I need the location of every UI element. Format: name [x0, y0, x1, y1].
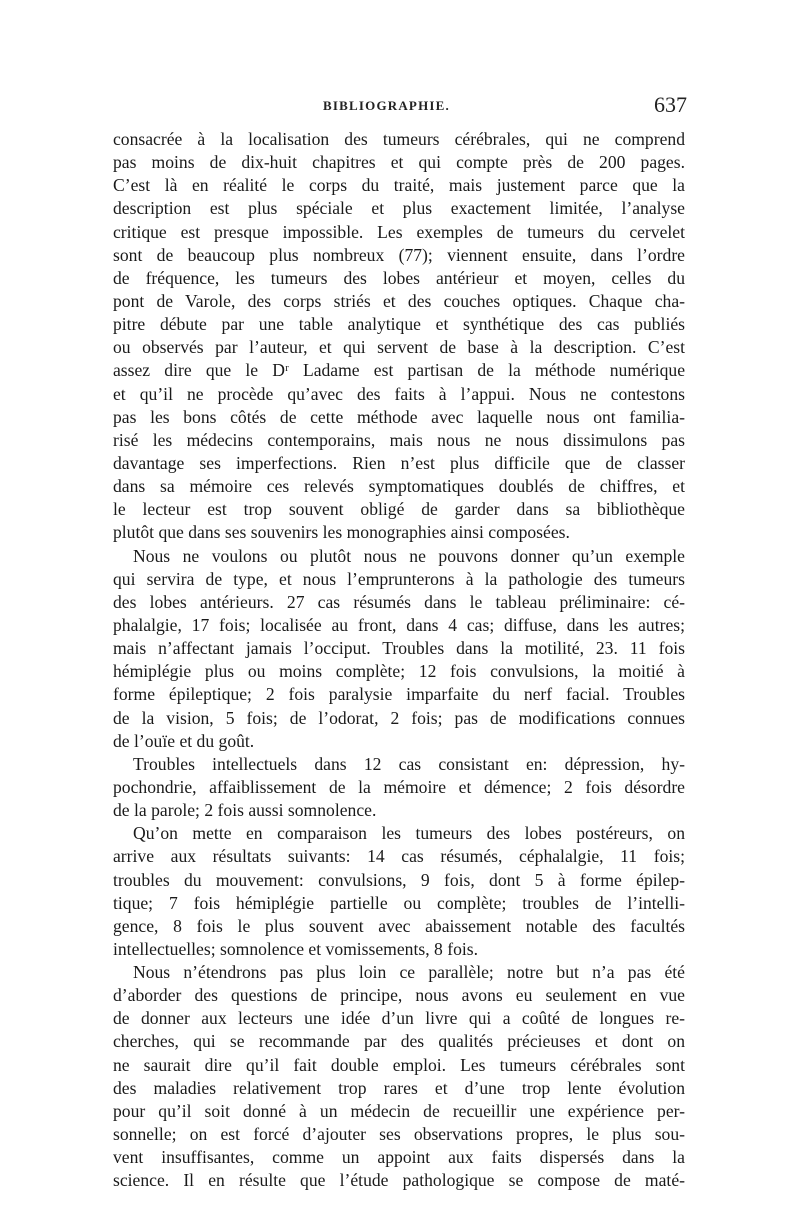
text-line: pochondrie, affaiblissement de la mémoire et démence; 2 fois désordre [113, 776, 685, 797]
text-line: pitre débute par une table analytique et synthétique des cas publiés [113, 314, 685, 335]
text-line: pour qu’il soit donné à un médecin de recueillir une expérience per- [113, 1100, 685, 1121]
text-line: davantage ses imperfections. Rien n’est plus difficile que de classer [113, 452, 685, 473]
text-line: forme épileptique; 2 fois paralysie imparfaite du nerf facial. Troubles [113, 684, 685, 705]
text-line: le lecteur est trop souvent obligé de garder dans sa bibliothèque [113, 499, 685, 520]
text-line: phalalgie, 17 fois; localisée au front, dans 4 cas; diffuse, dans les autres; [113, 614, 685, 635]
text-line: de la vision, 5 fois; de l’odorat, 2 fois; pas de modifications connues [113, 707, 685, 728]
text-line: ne saurait dire qu’il fait double emploi. Les tumeurs cérébrales sont [113, 1054, 685, 1075]
text-line: ou observés par l’auteur, et qui servent de base à la description. C’est [113, 337, 685, 358]
text-line: tique; 7 fois hémiplégie partielle ou complète; troubles de l’intelli- [113, 892, 685, 913]
text-line: troubles du mouvement: convulsions, 9 fois, dont 5 à forme épilep- [113, 869, 685, 890]
text-line: des lobes antérieurs. 27 cas résumés dans le tableau préliminaire: cé- [113, 591, 685, 612]
page-header [113, 92, 685, 128]
text-line: gence, 8 fois le plus souvent avec abaissement notable des facultés [113, 915, 685, 936]
text-line: consacrée à la localisation des tumeurs cérébrales, qui ne comprend [113, 129, 685, 149]
text-line: hémiplégie plus ou moins complète; 12 fois convulsions, la moitié à [113, 661, 685, 682]
book-page [113, 92, 685, 1192]
text-line: description est plus spéciale et plus exactement limitée, l’analyse [113, 198, 685, 219]
text-line: plutôt que dans ses souvenirs les monographies ainsi composées. [113, 522, 570, 543]
body-text [113, 128, 685, 1192]
text-line: sont de beaucoup plus nombreux (77); viennent ensuite, dans l’ordre [113, 244, 685, 265]
paragraph-first-line: Nous n’étendrons pas plus loin ce parallèle; notre but n’a pas été [133, 962, 685, 983]
text-line: sonnelle; on est forcé d’ajouter ses observations propres, le plus sou- [113, 1124, 685, 1145]
paragraph-first-line: Troubles intellectuels dans 12 cas consistant en: dépression, hy- [133, 753, 685, 774]
text-line: pont de Varole, des corps striés et des couches optiques. Chaque cha- [113, 290, 685, 311]
text-line: de la parole; 2 fois aussi somnolence. [113, 800, 377, 821]
text-line: pas moins de dix-huit chapitres et qui compte près de 200 pages. [113, 152, 685, 173]
text-line: de l’ouïe et du goût. [113, 730, 255, 751]
text-line: d’aborder des questions de principe, nous avons eu seulement en vue [113, 985, 685, 1006]
text-line: arrive aux résultats suivants: 14 cas résumés, céphalalgie, 11 fois; [113, 846, 685, 867]
text-line: C’est là en réalité le corps du traité, mais justement parce que la [113, 175, 685, 196]
text-line: qui servira de type, et nous l’emprunterons à la pathologie des tumeurs [113, 568, 685, 589]
text-line: risé les médecins contemporains, mais nous ne nous dissimulons pas [113, 429, 685, 450]
text-line: critique est presque impossible. Les exemples de tumeurs du cervelet [113, 221, 685, 242]
text-line: pas les bons côtés de cette méthode avec laquelle nous ont familia- [113, 406, 685, 427]
page-number: 637 [654, 92, 687, 117]
paragraph-first-line: Qu’on mette en comparaison les tumeurs des lobes postéreurs, on [133, 823, 685, 844]
text-line: dans sa mémoire ces relevés symptomatiques doublés de chiffres, et [113, 476, 685, 497]
text-line: intellectuelles; somnolence et vomissements, 8 fois. [113, 938, 478, 959]
text-line: vent insuffisantes, comme un appoint aux faits dispersés dans la [113, 1147, 685, 1168]
text-line: de fréquence, les tumeurs des lobes antérieur et moyen, celles du [113, 267, 685, 288]
text-line: des maladies relativement trop rares et d’une trop lente évolution [113, 1077, 685, 1098]
text-line: assez dire que le Dʳ Ladame est partisan de la méthode numérique [113, 360, 685, 381]
paragraph-first-line: Nous ne voulons ou plutôt nous ne pouvons donner qu’un exemple [133, 545, 685, 566]
running-head: BIBLIOGRAPHIE. [323, 98, 450, 113]
text-line: et qu’il ne procède qu’avec des faits à l’appui. Nous ne contestons [113, 383, 685, 404]
text-line: cherches, qui se recommande par des qualités précieuses et dont on [113, 1031, 685, 1052]
text-line: de donner aux lecteurs une idée d’un livre qui a coûté de longues re- [113, 1008, 685, 1029]
text-line: mais n’affectant jamais l’occiput. Troubles dans la motilité, 23. 11 fois [113, 638, 685, 659]
text-line: science. Il en résulte que l’étude pathologique se compose de maté- [113, 1170, 685, 1191]
